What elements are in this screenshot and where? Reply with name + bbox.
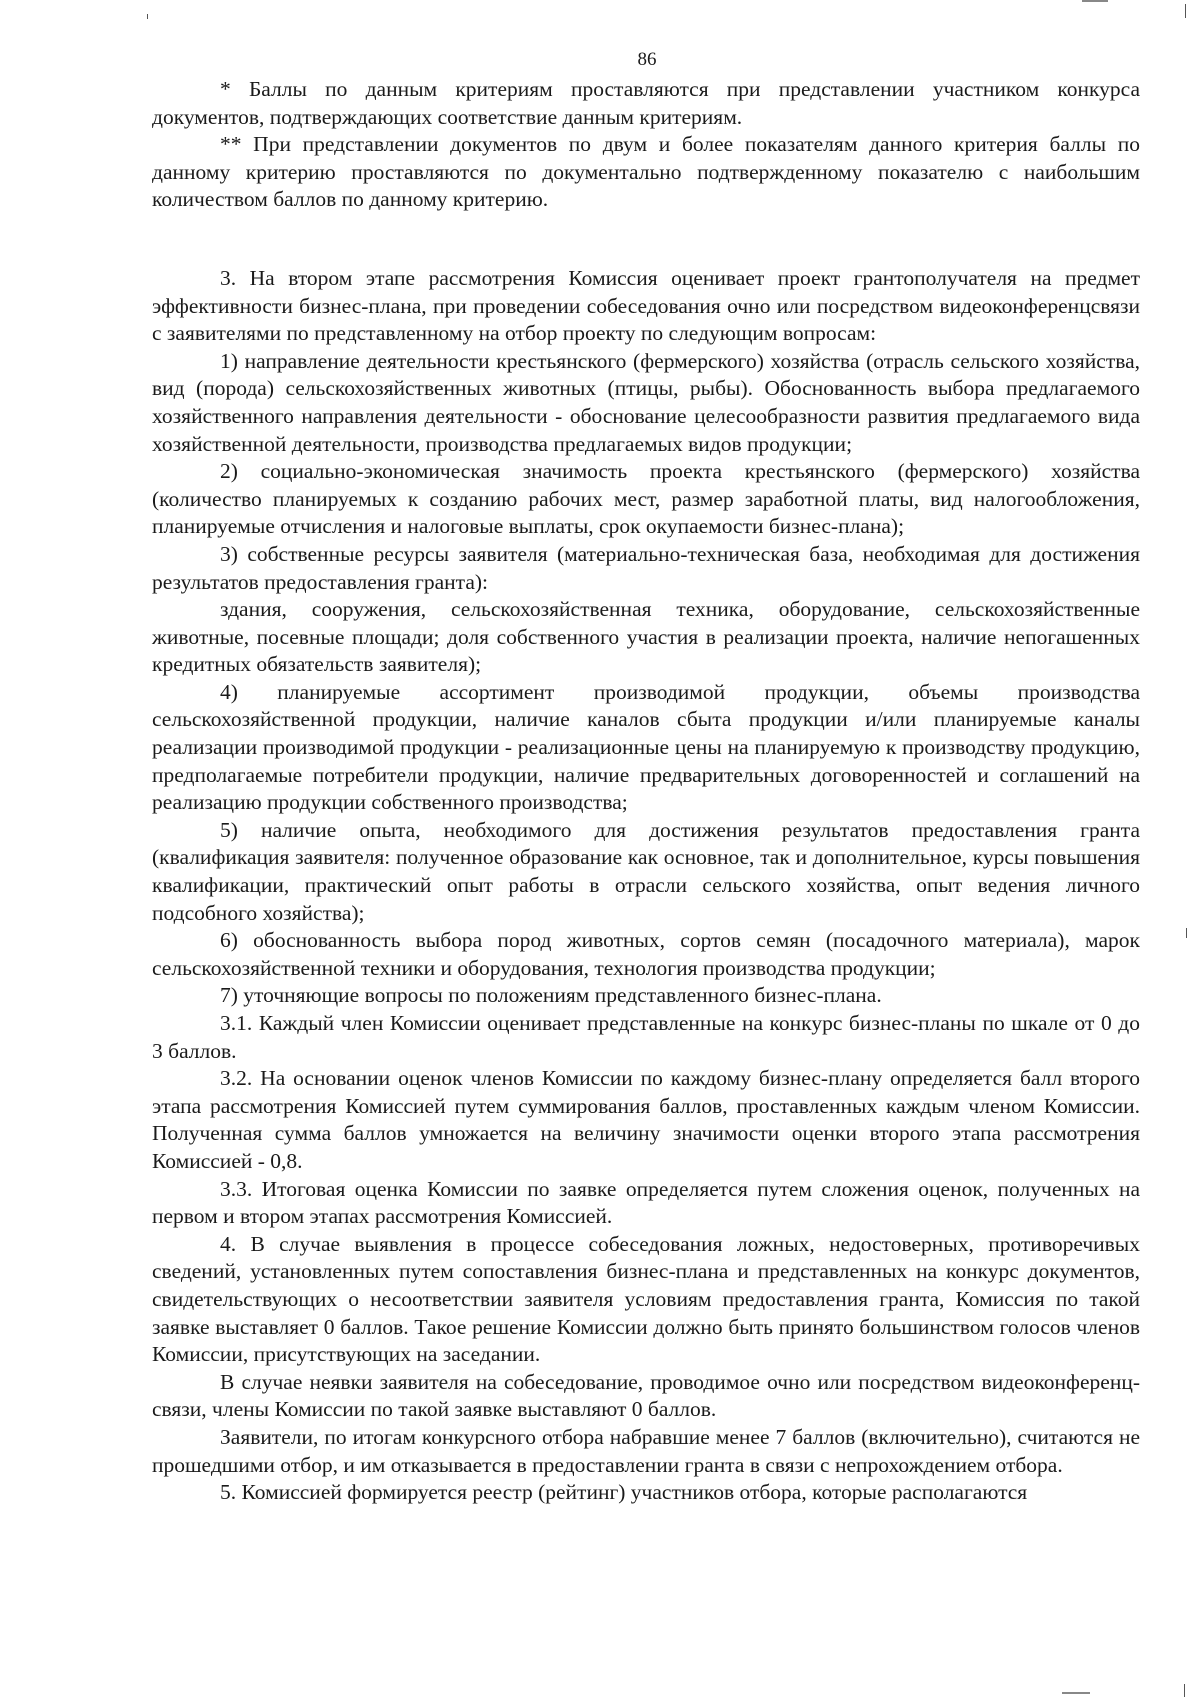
list-item-2: 2) социально-экономическая значимость проекта крестьянского (фермерского) хозяйства (количество планируемых к созданию рабочих мест, размер заработной платы, вид налогообложения, планируемые отчисления и налоговые выплаты, срок окупаемости бизнес-плана); (152, 459, 1140, 539)
section-3-paragraph: 3. На втором этапе рассмотрения Комиссия оценивает проект грантополучателя на предмет эффективности бизнес-плана, при проведении собеседования очно или посредством видеоконференцсвязи с заявителями по представленному на отбор проекту по следующим вопросам: (152, 265, 1140, 346)
scan-mark-right-bottom (1184, 1684, 1185, 1697)
list-item-3-details: здания, сооружения, сельскохозяйственная техника, оборудование, сельскохозяйственные животные, посевные площади; доля собственного участия в реализации проекта, наличие непогашенных кредитных обязательств заявителя); (152, 597, 1140, 677)
clause-3-1: 3.1. Каждый член Комиссии оценивает представленные на конкурс бизнес-планы по шкале от 0 до 3 баллов. (152, 1011, 1140, 1063)
list-item-3: 3) собственные ресурсы заявителя (материально-техническая база, необходимая для достижения результатов предоставления гранта): (152, 541, 1140, 594)
footnote-single-asterisk: * Баллы по данным критериям проставляются при представлении участником конкурса документов, подтверждающих соответствие данным критериям. (152, 77, 1140, 129)
section-4-no-show-paragraph: В случае неявки заявителя на собеседование, проводимое очно или посредством видеоконференц-связи, члены Комиссии по такой заявке выставляют 0 баллов. (152, 1369, 1140, 1422)
document-body (152, 76, 1140, 1507)
clause-3-3: 3.3. Итоговая оценка Комиссии по заявке определяется путем сложения оценок, полученных на первом и втором этапах рассмотрения Комиссией. (152, 1176, 1140, 1229)
section-5-paragraph: 5. Комиссией формируется реестр (рейтинг) участников отбора, которые располагаются (220, 1480, 1028, 1505)
scan-mark-top-left (147, 14, 148, 19)
list-item-6: 6) обоснованность выбора пород животных, сортов семян (посадочного материала), марок сельскохозяйственной техники и оборудования, технология производства продукции; (152, 928, 1140, 980)
list-item-1: 1) направление деятельности крестьянского (фермерского) хозяйства (отрасль сельского хозяйства, вид (порода) сельскохозяйственных животных (птицы, рыбы). Обоснованность выбора предлагаемого хозяйственного направления деятельности - обоснование целесообразности развития предлагаемого вида хозяйственной деятельности, производства предлагаемых видов продукции; (152, 348, 1140, 456)
page-number: 86 (637, 49, 657, 70)
section-4-threshold-paragraph: Заявители, по итогам конкурсного отбора набравшие менее 7 баллов (включительно), считаются не прошедшими отбор, и им отказывается в предоставлении гранта в связи с непрохождением отбора. (152, 1424, 1140, 1477)
list-item-7: 7) уточняющие вопросы по положениям представленного бизнес-плана. (220, 983, 882, 1008)
section-4-paragraph: 4. В случае выявления в процессе собеседования ложных, недостоверных, противоречивых сведений, установленных путем сопоставления бизнес-плана и представленных на конкурс документов, свидетельствующих о несоответствии заявителя условиям предоставления гранта, Комиссия по такой заявке выставляет 0 баллов. Такое решение Комиссии должно быть принято большинством голосов членов Комиссии, присутствующих на заседании. (152, 1231, 1140, 1367)
list-item-5: 5) наличие опыта, необходимого для достижения результатов предоставления гранта (квалификация заявителя: полученное образование как основное, так и дополнительное, курсы повышения квалификации, практический опыт работы в отрасли сельского хозяйства, опыт ведения личного подсобного хозяйства); (152, 817, 1140, 925)
scan-mark-bottom-right (1062, 1692, 1090, 1694)
footnote-double-asterisk: ** При представлении документов по двум и более показателям данного критерия баллы по данному критерию проставляются по документально подтвержденному показателю с наибольшим количеством баллов по данному критерию. (152, 132, 1140, 212)
scan-mark-right-top (1185, 4, 1186, 18)
scan-mark-right-mid (1186, 928, 1187, 938)
list-item-4: 4) планируемые ассортимент производимой продукции, объемы производства сельскохозяйственной продукции, наличие каналов сбыта продукции и/или планируемые каналы реализации производимой продукции - реализационные цены на планируемую к производству продукцию, предполагаемые потребители продукции, наличие предварительных договоренностей и соглашений на реализацию продукции собственного производства; (152, 679, 1140, 815)
scan-mark-top-right (1082, 0, 1108, 2)
clause-3-2: 3.2. На основании оценок членов Комиссии по каждому бизнес-плану определяется балл второго этапа рассмотрения Комиссией путем суммирования баллов, проставленных каждым членом Комиссии. Полученная сумма баллов умножается на величину значимости оценки второго этапа рассмотрения Комиссией - 0,8. (152, 1066, 1140, 1173)
